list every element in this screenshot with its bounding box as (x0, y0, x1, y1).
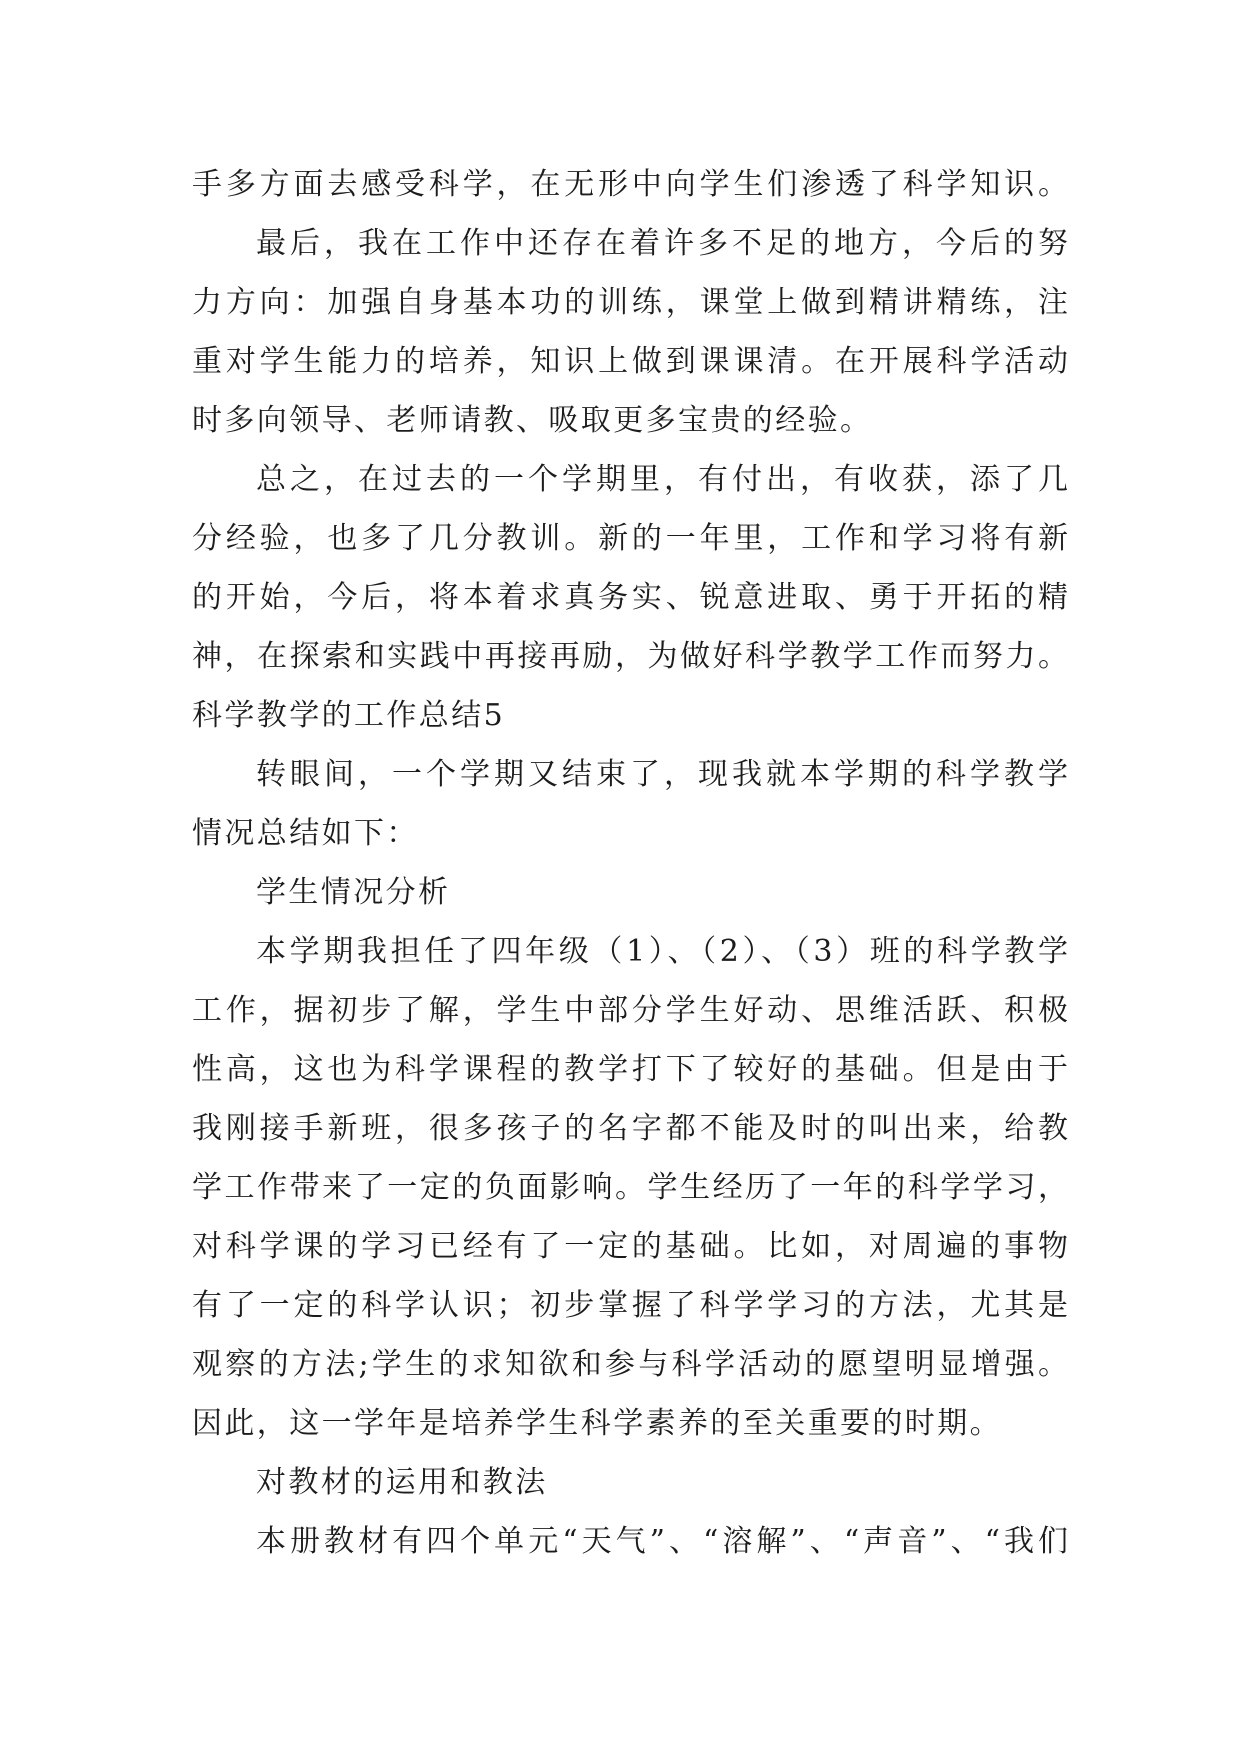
subsection-heading: 对教材的运用和教法 (256, 1465, 548, 1500)
body-text-line: 本学期我担任了四年级（1）、（2）、（3）班的科学教学 (256, 934, 1068, 969)
body-text-line: 最后，我在工作中还存在着许多不足的地方，今后的努 (256, 226, 1068, 261)
body-text-line: 对科学课的学习已经有了一定的基础。比如，对周遍的事物 (192, 1229, 1068, 1264)
body-text-line: 学工作带来了一定的负面影响。学生经历了一年的科学学习， (192, 1170, 1068, 1205)
body-text-line: 重对学生能力的培养，知识上做到课课清。在开展科学活动 (192, 344, 1068, 379)
body-text-line: 转眼间，一个学期又结束了，现我就本学期的科学教学 (256, 757, 1068, 792)
body-text-line: 手多方面去感受科学，在无形中向学生们渗透了科学知识。 (192, 167, 1068, 202)
body-text-line: 有了一定的科学认识；初步掌握了科学学习的方法，尤其是 (192, 1288, 1068, 1323)
document-page (192, 155, 1068, 1571)
body-text-line: 力方向：加强自身基本功的训练，课堂上做到精讲精练，注 (192, 285, 1068, 320)
body-text-line: 时多向领导、老师请教、吸取更多宝贵的经验。 (192, 403, 873, 438)
body-text-line: 的开始，今后，将本着求真务实、锐意进取、勇于开拓的精 (192, 580, 1068, 615)
body-text-line: 情况总结如下： (192, 816, 419, 851)
body-text-line: 分经验，也多了几分教训。新的一年里，工作和学习将有新 (192, 521, 1068, 556)
body-text-line: 我刚接手新班，很多孩子的名字都不能及时的叫出来，给教 (192, 1111, 1068, 1146)
body-text-line: 工作，据初步了解，学生中部分学生好动、思维活跃、积极 (192, 993, 1068, 1028)
body-text-line: 神，在探索和实践中再接再励，为做好科学教学工作而努力。 (192, 639, 1068, 674)
body-text-line: 总之，在过去的一个学期里，有付出，有收获，添了几 (256, 462, 1068, 497)
body-text-line: 本册教材有四个单元“天气”、“溶解”、“声音”、“我们 (256, 1524, 1068, 1559)
body-text-line: 性高，这也为科学课程的教学打下了较好的基础。但是由于 (192, 1052, 1068, 1087)
body-text-line: 因此，这一学年是培养学生科学素养的至关重要的时期。 (192, 1406, 1002, 1441)
subsection-heading: 学生情况分析 (256, 875, 451, 910)
body-text-line: 观察的方法;学生的求知欲和参与科学活动的愿望明显增强。 (192, 1347, 1068, 1382)
section-title: 科学教学的工作总结5 (192, 698, 506, 733)
